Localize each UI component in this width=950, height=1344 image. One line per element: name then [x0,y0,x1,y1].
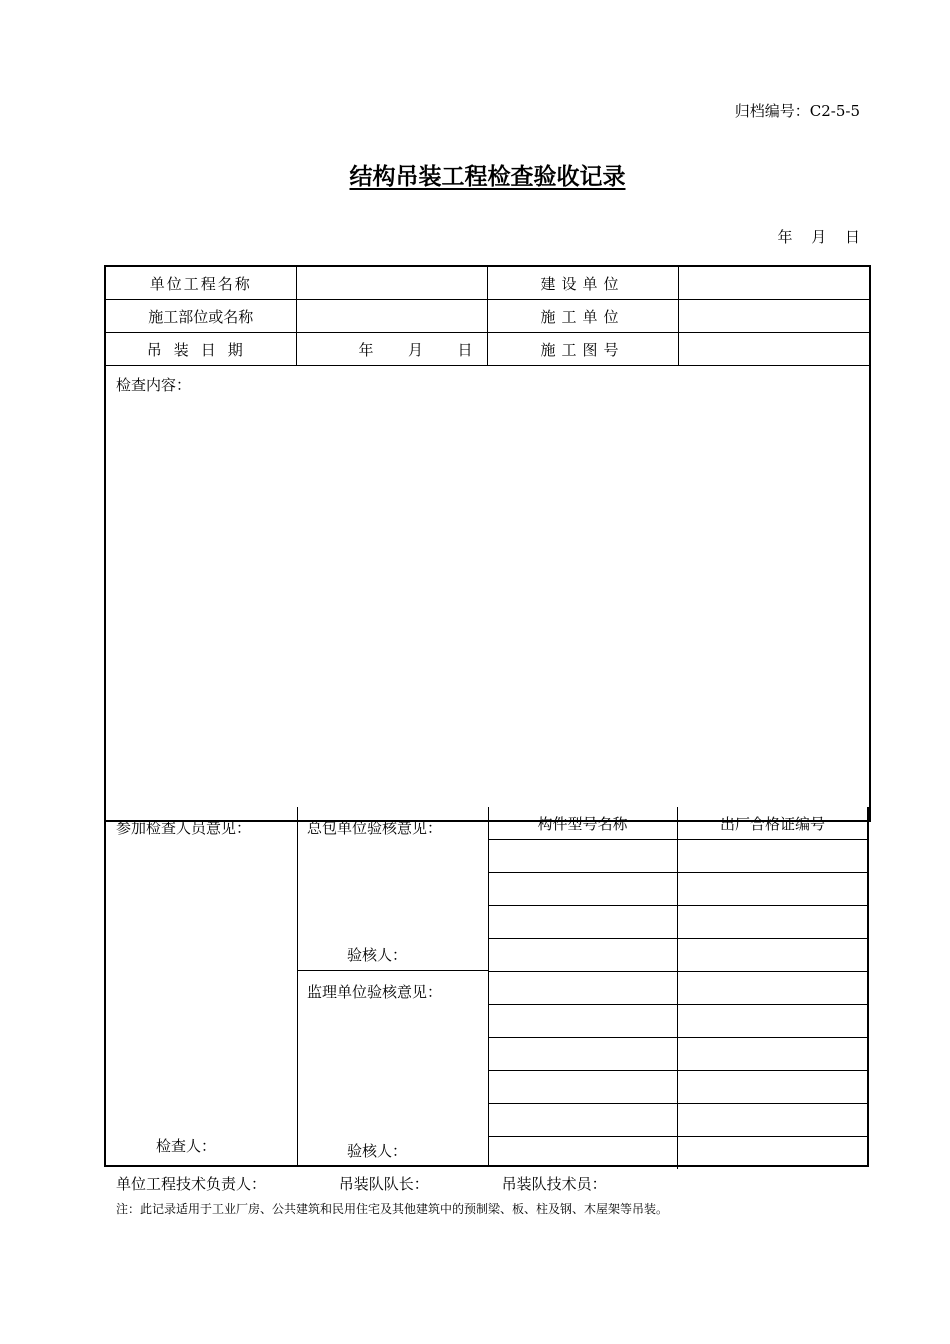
table-row [488,1071,867,1104]
table-row [488,939,867,972]
component-grid-header [488,807,867,840]
record-date: 年 月 日 [777,228,860,246]
part-or-name-label: 施工部位或名称 [105,300,296,333]
component-cell[interactable] [488,1071,678,1103]
builder-unit-field[interactable] [678,300,870,333]
construction-unit-label: 建设单位 [487,266,678,300]
table-row [488,906,867,939]
component-cell[interactable] [488,972,678,1004]
table-row [488,873,867,906]
team-tech-label: 吊装队技术员： [501,1175,607,1193]
record-form [104,265,871,822]
construction-unit-field[interactable] [678,266,870,300]
certificate-cell[interactable] [678,939,867,971]
row-content [105,366,870,822]
certificate-cell[interactable] [678,972,867,1004]
column-divider [297,970,488,971]
component-cell[interactable] [488,873,678,905]
builder-unit-label: 施工单位 [487,300,678,333]
inspection-content-label: 检查内容： [116,376,192,394]
row-project [105,266,870,300]
certificate-cell[interactable] [678,1071,867,1103]
certificate-no-header: 出厂合格证编号 [719,814,825,833]
unit-project-name-label: 单位工程名称 [105,266,296,300]
certificate-cell[interactable] [678,1137,867,1169]
supervisor-opinion-label: 监理单位验核意见： [307,983,443,1001]
inspection-content-field[interactable] [105,366,870,822]
component-cell[interactable] [488,1104,678,1136]
certificate-cell[interactable] [678,873,867,905]
participants-label: 参加检查人员意见： [116,819,252,837]
table-row [488,1038,867,1071]
part-or-name-field[interactable] [296,300,487,333]
table-row [488,1137,867,1169]
signature-line [116,1173,675,1194]
component-grid [488,807,867,1165]
component-type-header: 构件型号名称 [488,807,678,839]
footnote: 注：此记录适用于工业厂房、公共建筑和民用住宅及其他建筑中的预制梁、板、柱及钢、木屋架等吊装。 [116,1202,669,1216]
date-year: 年 [358,340,374,359]
date-month: 月 [407,340,423,359]
row-part [105,300,870,333]
approval-column [297,807,489,1165]
component-cell[interactable] [488,906,678,938]
row-date [105,333,870,366]
participants-opinion-field[interactable] [106,807,298,1165]
table-row [488,972,867,1005]
certificate-cell[interactable] [678,1104,867,1136]
table-row [488,1005,867,1038]
certificate-cell[interactable] [678,906,867,938]
component-cell[interactable] [488,939,678,971]
hoist-date-label: 吊装日期 [105,333,296,366]
opinions-section [104,807,869,1167]
certificate-cell[interactable] [678,1005,867,1037]
component-cell[interactable] [488,840,678,872]
archive-number: 归档编号：C2-5-5 [734,102,860,120]
certificate-cell[interactable] [678,1038,867,1070]
component-cell[interactable] [488,1038,678,1070]
supervisor-verifier-label: 验核人： [347,1142,408,1160]
drawing-no-field[interactable] [678,333,870,366]
page-title: 结构吊装工程检查验收记录 [349,163,626,190]
hoist-date-field[interactable] [296,333,487,366]
drawing-no-label: 施工图号 [487,333,678,366]
tech-lead-label: 单位工程技术负责人： [116,1175,267,1193]
gc-verifier-label: 验核人： [347,946,408,964]
table-row [488,1104,867,1137]
unit-project-name-field[interactable] [296,266,487,300]
component-cell[interactable] [488,1005,678,1037]
team-leader-label: 吊装队队长： [338,1175,429,1193]
gc-opinion-label: 总包单位验核意见： [307,819,443,837]
date-day: 日 [457,340,473,359]
certificate-cell[interactable] [678,840,867,872]
component-cell[interactable] [488,1137,678,1169]
inspector-label: 检查人： [156,1137,217,1155]
table-row [488,840,867,873]
